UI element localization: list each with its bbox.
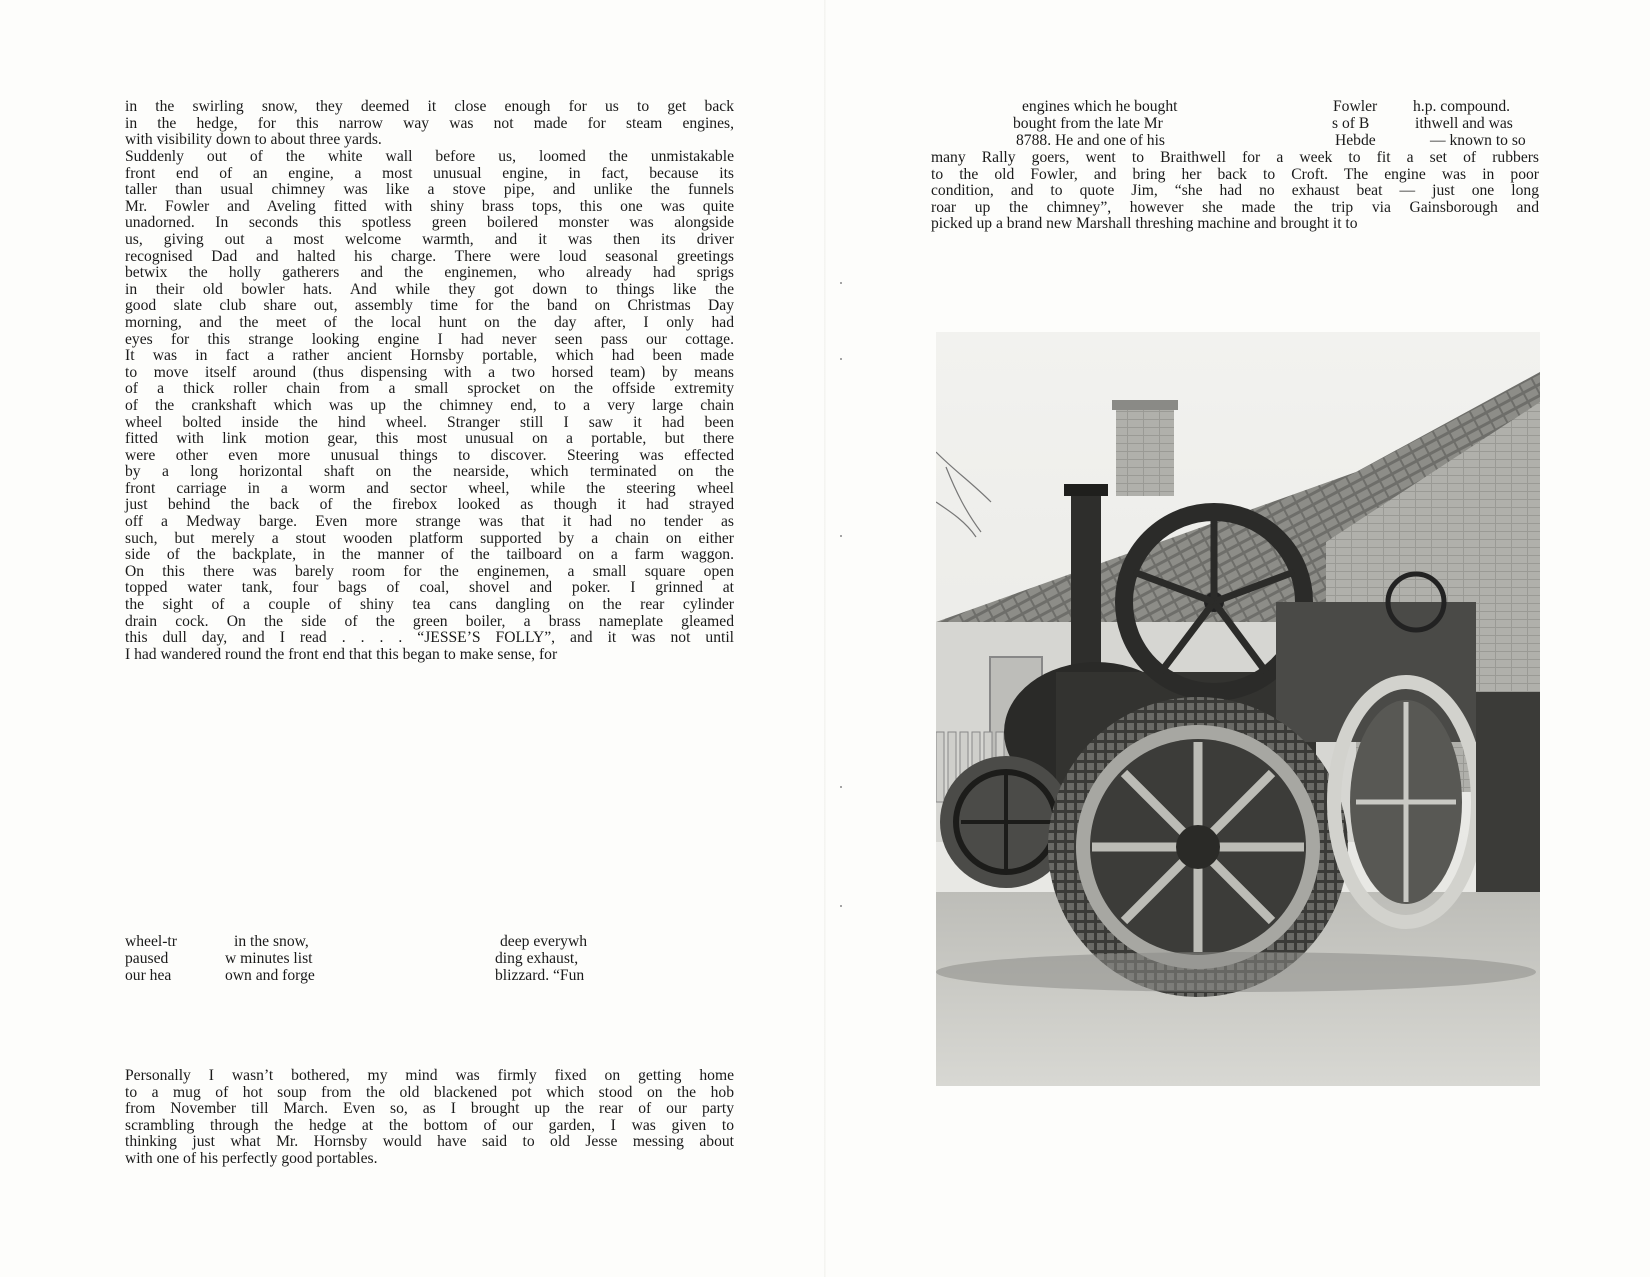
right-paragraph — [931, 150, 1539, 233]
text-line: in the swirling snow, they deemed it close enough for us to get back — [125, 98, 734, 115]
text-line: many Rally goers, went to Braithwell for a week to fit a set of rubbers — [931, 149, 1539, 166]
text-line: front end of an engine, a most unusual engine, in fact, because its — [125, 164, 734, 182]
header-fragment-line: — known to so — [1430, 132, 1526, 149]
text-line: On this there was barely room for the enginemen, a small square open — [125, 562, 734, 580]
text-line: of a thick roller chain from a small sprocket on the offside extremity — [125, 380, 734, 398]
page-speck — [840, 282, 842, 284]
text-line: were other even more unusual things to discover. Steering was effected — [125, 446, 734, 464]
traction-engine-photo — [936, 332, 1540, 1086]
text-line: the sight of a couple of shiny tea cans dangling on the rear cylinder — [125, 596, 734, 614]
text-line: drain cock. On the side of the green boiler, a brass nameplate gleamed — [125, 612, 734, 630]
header-fragment-line: Fowler — [1333, 98, 1378, 115]
left-paragraph-2 — [125, 149, 734, 663]
text-line: unadorned. In seconds this spotless green boilered monster was alongside — [125, 214, 734, 232]
fragment-line: own and forge — [225, 967, 315, 984]
fragment-line: our hea — [125, 967, 172, 984]
text-line: in the hedge, for this narrow way was not made for steam engines, — [125, 114, 734, 132]
left-paragraph-1 — [125, 99, 734, 149]
text-line: us, giving out a most welcome warmth, and it was then its driver — [125, 230, 734, 248]
text-line: from November till March. Even so, as I brought up the rear of our party — [125, 1100, 734, 1118]
fragment-line: ding exhaust, — [495, 950, 579, 967]
text-line: with visibility down to about three yards. — [125, 131, 382, 149]
text-line: condition, and to quote Jim, “she had no exhaust beat — just one long — [931, 182, 1539, 200]
text-line: off a Medway barge. Even more strange was that it had no tender as — [125, 513, 734, 531]
text-line: Suddenly out of the white wall before us, loomed the unmistakable — [125, 148, 734, 165]
text-line: roar up the chimney”, however she made the trip via Gainsborough and — [931, 198, 1539, 216]
text-line: good slate club share out, assembly time for the band on Christmas Day — [125, 297, 734, 315]
header-fragment-line: Hebde — [1335, 132, 1376, 149]
text-line: morning, and the meet of the local hunt on the day after, I only had — [125, 313, 734, 331]
text-line: scrambling through the hedge at the bottom of our garden, I was given to — [125, 1116, 734, 1134]
left-paragraph-3 — [125, 1068, 734, 1168]
text-line: by a long horizontal shaft on the nearside, which terminated on the — [125, 463, 734, 481]
text-line: betwix the holly gatherers and the enginemen, who already had sprigs — [125, 264, 734, 282]
header-fragment-line: h.p. compound. — [1413, 98, 1511, 115]
text-line: thinking just what Mr. Hornsby would have said to old Jesse messing about — [125, 1133, 734, 1151]
header-fragment-line: ithwell and was — [1415, 115, 1513, 132]
fragment-line: blizzard. “Fun — [495, 967, 585, 984]
text-line: I had wandered round the front end that this began to make sense, for — [125, 645, 558, 663]
text-line: wheel bolted inside the hind wheel. Stranger still I saw it had been — [125, 413, 734, 431]
fragment-line: w minutes list — [225, 950, 313, 967]
text-line: to the old Fowler, and bring her back to Croft. The engine was in poor — [931, 165, 1539, 183]
fragment-line: wheel-tr — [125, 933, 177, 950]
page-speck — [840, 786, 842, 788]
header-fragment-line: 8788. He and one of his — [1016, 132, 1165, 149]
fragment-line: deep everywh — [500, 933, 588, 950]
text-line: of the crankshaft which was up the chimney end, to a very large chain — [125, 396, 734, 414]
text-line: to move itself around (thus dispensing with a two horsed team) by means — [125, 363, 734, 381]
page-speck — [840, 535, 842, 537]
header-fragment-line: engines which he bought — [1022, 98, 1178, 115]
text-line: side of the backplate, in the manner of the tailboard on a farm waggon. — [125, 546, 734, 564]
text-line: this dull day, and I read . . . . “JESSE’S FOLLY”, and it was not until — [125, 629, 734, 647]
text-line: fitted with link motion gear, this most unusual on a portable, but there — [125, 430, 734, 448]
text-line: just behind the back of the firebox looked as though it had strayed — [125, 496, 734, 514]
text-line: recognised Dad and halted his charge. There were loud seasonal greetings — [125, 247, 734, 265]
text-line: taller than usual chimney was like a stove pipe, and unlike the funnels — [125, 181, 734, 199]
header-fragment-line: s of B — [1332, 115, 1370, 132]
text-line: picked up a brand new Marshall threshing machine and brought it to — [931, 215, 1358, 233]
header-fragment-line: bought from the late Mr — [1013, 115, 1163, 132]
text-line: to a mug of hot soup from the old blackened pot which stood on the hob — [125, 1083, 734, 1101]
text-line: topped water tank, four bags of coal, shovel and poker. I grinned at — [125, 579, 734, 597]
text-line: eyes for this strange looking engine I had never seen pass our cottage. — [125, 330, 734, 348]
text-line: It was in fact a rather ancient Hornsby portable, which had been made — [125, 347, 734, 365]
fragment-line: paused — [125, 950, 169, 967]
text-line: in their old bowler hats. And while they got down to things like the — [125, 280, 734, 298]
text-line: Mr. Fowler and Aveling fitted with shiny brass tops, this one was quite — [125, 197, 734, 215]
text-line: Personally I wasn’t bothered, my mind was firmly fixed on getting home — [125, 1067, 734, 1084]
page-speck — [840, 358, 842, 360]
text-line: with one of his perfectly good portables. — [125, 1149, 378, 1167]
page-speck — [840, 905, 842, 907]
fragment-line: in the snow, — [234, 933, 309, 950]
text-line: such, but merely a stout wooden platform supported by a chain on either — [125, 529, 734, 547]
text-line: front carriage in a worm and sector wheel, while the steering wheel — [125, 479, 734, 497]
